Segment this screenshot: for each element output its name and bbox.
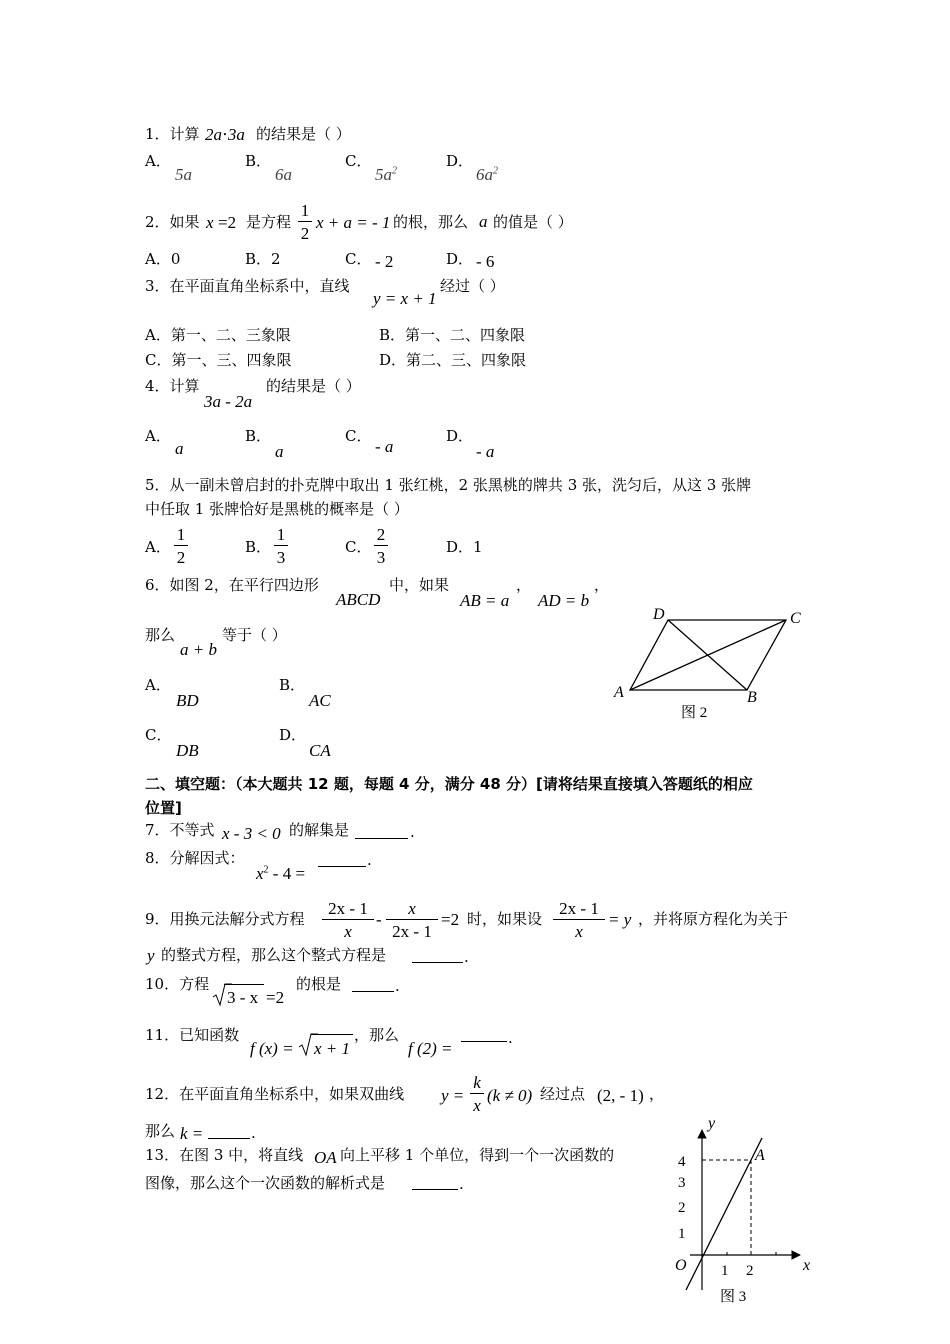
fig3-tick-y4: 4: [678, 1154, 686, 1170]
q13-answer-blank[interactable]: [412, 1189, 458, 1190]
q5-line1: 5．从一副未曾启封的扑克牌中取出 1 张红桃，2 张黑桃的牌共 3 张，洗匀后，从这 3 张牌: [145, 476, 752, 494]
fig2-label-d: D: [653, 606, 665, 623]
q10-radical-bar: [224, 984, 264, 985]
q11-radical-bar: [311, 1034, 353, 1035]
fig3-tick-y3: 3: [678, 1175, 686, 1191]
fig3-label-x: x: [803, 1257, 811, 1274]
q3-expr: y = x + 1: [373, 289, 437, 308]
q9-end: .: [464, 948, 469, 966]
q11-answer-blank[interactable]: [461, 1041, 507, 1042]
q9-answer-blank[interactable]: [412, 962, 463, 963]
q2-option-b: B．2: [245, 250, 281, 268]
q7-expr: x - 3 < 0: [222, 824, 281, 843]
q13-line1-start: 13．在图 3 中，将直线: [145, 1146, 304, 1164]
q12-y: y =: [441, 1086, 465, 1105]
q1-option-c: C．: [345, 152, 372, 170]
q8-end: .: [367, 851, 372, 869]
q2-option-d-value: - 6: [476, 252, 495, 271]
q10-stem: 10．方程: [145, 975, 210, 993]
fig3-label-y: y: [708, 1115, 716, 1132]
q2-half-fraction: $\frac{1}{2}$: [298, 202, 312, 242]
q1-option-b-value: 6a: [275, 165, 292, 184]
q6-ab: AB = a: [460, 591, 510, 610]
q9-stem: 9．用换元法解分式方程: [145, 910, 305, 928]
q1-option-a-value: 5a: [175, 165, 192, 184]
q2-eq: =2: [218, 213, 237, 232]
q2-stem: 2．如果: [145, 213, 200, 231]
q2-option-c: C．: [345, 250, 372, 268]
q5-line2: 中任取 1 张牌恰好是黑桃的概率是（ ）: [145, 500, 409, 518]
q7-tail: 的解集是: [289, 821, 350, 839]
q5-option-b: B．: [245, 538, 272, 556]
q13-line2: 图像，那么这个一次函数的解析式是: [145, 1174, 386, 1192]
q6-option-c: C．: [145, 726, 172, 744]
q1-option-a: A．: [145, 152, 171, 170]
q4-tail: 的结果是（ ）: [266, 377, 361, 395]
q12-point: (2, - 1): [597, 1086, 644, 1105]
q6-option-a-value: BD: [176, 691, 199, 710]
q9-y: y: [147, 946, 155, 965]
q4-option-a: A．: [145, 427, 171, 445]
q8-stem: 8．分解因式：: [145, 849, 245, 867]
q6-option-b: B．: [279, 676, 306, 694]
q9-mid: 时，如果设: [467, 910, 543, 928]
q10-radicand: 3 - x: [227, 988, 259, 1007]
q2-x: x: [206, 213, 214, 232]
q7-end: .: [410, 823, 415, 841]
figure-2-parallelogram: [600, 598, 820, 728]
q1-expr: 2a⋅3a: [205, 125, 245, 144]
q3-option-b: B．第一、二、四象限: [379, 326, 526, 344]
q9-fraction-3: $\frac{2x - 1}{x}$: [553, 900, 605, 940]
q13-oa: OA: [314, 1148, 337, 1167]
q8-expr: $x^2 - 4$ =: [256, 864, 306, 883]
q12-condition: (k ≠ 0): [487, 1086, 533, 1105]
q6-option-d: D．: [279, 726, 307, 744]
figure-3-graph: [660, 1110, 830, 1310]
q6-tail: 等于（ ）: [222, 626, 287, 644]
q4-option-d-value: - a: [476, 442, 495, 461]
q4-option-b: B．: [245, 427, 272, 445]
q6-option-d-value: CA: [309, 741, 331, 760]
q6-comma: ，: [516, 576, 532, 594]
fig2-label-a: A: [614, 684, 624, 701]
q11-f2: f (2) =: [408, 1039, 453, 1058]
q4-option-d: D．: [446, 427, 474, 445]
fig3-label-a: A: [755, 1147, 765, 1164]
q12-end: .: [251, 1124, 256, 1142]
q4-option-c-value: - a: [375, 437, 394, 456]
q6-option-b-value: AC: [309, 691, 331, 710]
q10-answer-blank[interactable]: [352, 991, 394, 992]
q1-option-b: B．: [245, 152, 272, 170]
q4-option-a-value: a: [175, 439, 184, 458]
q11-radicand: x + 1: [314, 1039, 351, 1058]
q2-option-c-value: - 2: [375, 252, 394, 271]
section2-heading-line2: 位置]: [145, 799, 182, 817]
q13-end: .: [459, 1175, 464, 1193]
q6-option-c-value: DB: [176, 741, 199, 760]
q11-fx: f (x) =: [250, 1039, 294, 1058]
q9-minus: -: [376, 910, 382, 929]
q11-mid: ，那么: [354, 1026, 400, 1044]
q5-option-c-fraction: $\frac{2}{3}$: [374, 526, 388, 566]
q10-eq: =2: [266, 988, 285, 1007]
q2-option-a: A．0: [145, 250, 181, 268]
fig2-label-b: B: [747, 689, 757, 706]
q9-eqy: = y: [608, 910, 632, 929]
q12-line2: 那么: [145, 1122, 176, 1140]
q2-mid: 是方程: [246, 213, 292, 231]
fig3-tick-y2: 2: [678, 1200, 686, 1216]
fig3-tick-x1: 1: [721, 1263, 729, 1279]
q9-tail: ，并将原方程化为关于: [638, 910, 789, 928]
section2-heading-line1: 二、填空题：（本大题共 12 题，每题 4 分，满分 48 分）[请将结果直接填入答题纸的相应: [145, 775, 753, 793]
q6-shape: ABCD: [336, 590, 381, 609]
q1-stem-text: 1．计算: [145, 125, 200, 143]
q3-option-a: A．第一、二、三象限: [145, 326, 291, 344]
q4-stem: 4．计算: [145, 377, 200, 395]
q3-stem: 3．在平面直角坐标系中，直线: [145, 277, 350, 295]
q12-mid: 经过点: [540, 1085, 586, 1103]
q5-option-d: D．1: [446, 538, 483, 556]
q2-option-d: D．: [446, 250, 474, 268]
q5-option-a: A．: [145, 538, 171, 556]
fig3-caption: 图 3: [720, 1289, 747, 1305]
q10-end: .: [395, 977, 400, 995]
q5-option-c: C．: [345, 538, 372, 556]
q12-comma: ，: [649, 1085, 665, 1103]
q11-end: .: [508, 1029, 513, 1047]
q3-option-c: C．第一、三、四象限: [145, 351, 292, 369]
q6-stem: 6．如图 2，在平行四边形: [145, 576, 319, 594]
fig2-caption: 图 2: [681, 705, 708, 721]
q4-expr: 3a - 2a: [204, 392, 253, 411]
q2-tail: 的根，那么: [393, 213, 469, 231]
q9-eq: =2: [441, 910, 460, 929]
q5-option-b-fraction: $\frac{1}{3}$: [274, 526, 288, 566]
q12-answer-blank[interactable]: [208, 1138, 250, 1139]
q2-tail2: 的值是（ ）: [493, 213, 573, 231]
q1-option-c-value: $5a^2$: [375, 165, 397, 184]
q5-option-a-fraction: $\frac{1}{2}$: [174, 526, 188, 566]
q12-fraction: $\frac{k}{x}$: [470, 1074, 484, 1114]
q9-fraction-1: $\frac{2x - 1}{x}$: [322, 900, 374, 940]
q12-k: k =: [180, 1124, 204, 1143]
q11-stem: 11．已知函数: [145, 1026, 240, 1044]
q10-tail: 的根是: [296, 975, 342, 993]
q6-option-a: A．: [145, 676, 171, 694]
q3-option-d: D．第二、三、四象限: [379, 351, 527, 369]
q6-sum: a + b: [180, 640, 217, 659]
q8-answer-blank[interactable]: [318, 866, 366, 867]
q3-tail: 经过（ ）: [440, 277, 505, 295]
fig3-tick-x2: 2: [746, 1263, 754, 1279]
fig3-tick-y1: 1: [678, 1226, 686, 1242]
fig3-label-o: O: [675, 1257, 687, 1274]
q7-stem: 7．不等式: [145, 821, 215, 839]
q6-line2: 那么: [145, 626, 176, 644]
q7-answer-blank[interactable]: [355, 838, 408, 839]
q12-stem: 12．在平面直角坐标系中，如果双曲线: [145, 1085, 405, 1103]
q4-option-c: C．: [345, 427, 372, 445]
q6-ad: AD = b: [538, 591, 590, 610]
q1-option-d: D．: [446, 152, 474, 170]
q9-line2: 的整式方程，那么这个整式方程是: [161, 946, 387, 964]
q1-tail: 的结果是（ ）: [256, 125, 351, 143]
q2-equation-rest: x + a = - 1: [316, 213, 391, 232]
q2-a: a: [479, 212, 488, 231]
fig2-label-c: C: [790, 610, 801, 627]
q6-comma2: ，: [594, 576, 610, 594]
q4-option-b-value: a: [275, 442, 284, 461]
q13-line1-end: 向上平移 1 个单位，得到一个一次函数的: [340, 1146, 615, 1164]
q9-fraction-2: $\frac{x}{2x - 1}$: [386, 900, 438, 940]
q1-option-d-value: $6a^2$: [476, 165, 498, 184]
q6-mid: 中，如果: [389, 576, 450, 594]
